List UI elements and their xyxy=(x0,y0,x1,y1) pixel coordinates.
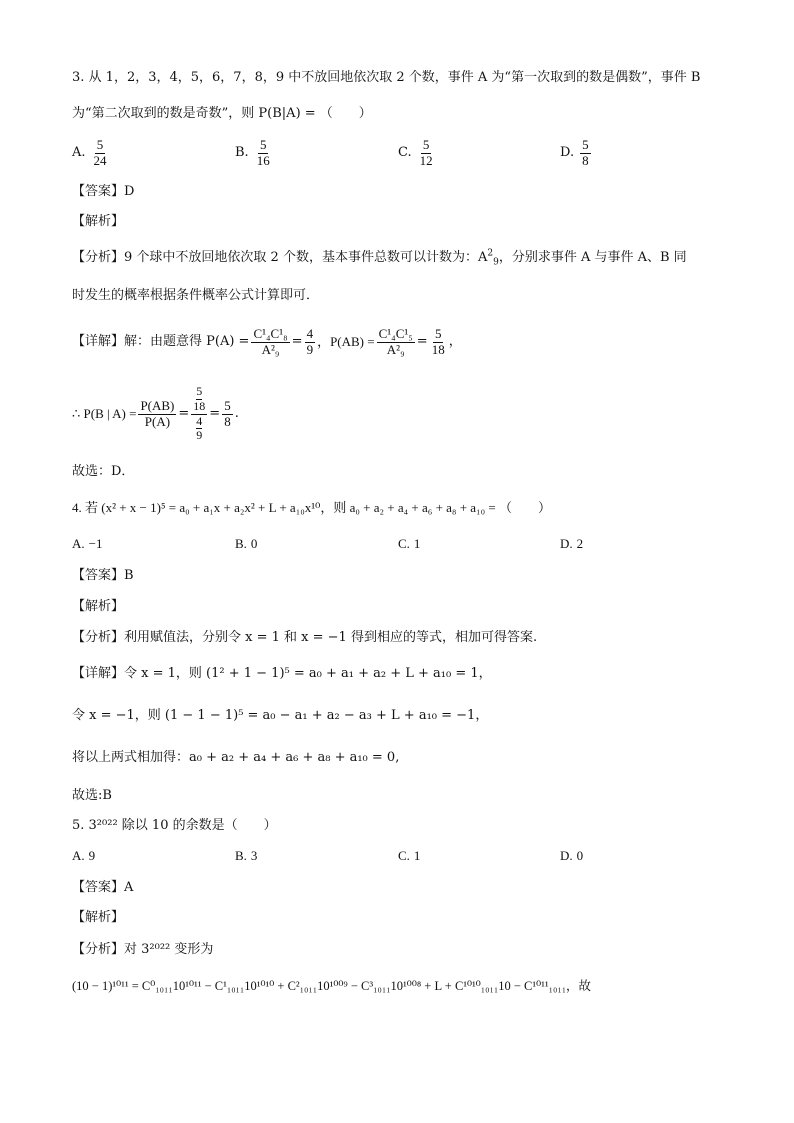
q4-detail-line2: 令 x = −1，则 (1 − 1 − 1)⁵ = a₀ − a₁ + a₂ − a₃ + L + a₁₀ = −1， xyxy=(72,708,489,723)
q3-detail-line2: ∴ P(B | A) = $\frac{P(AB)}{P(A)}$ = 5 18 4 9 = $\frac{5}{8}$ . xyxy=(72,383,239,443)
q3-detail-line1: 【详解】 解：由题意得 P(A) = $\frac{\text{C¹₄C¹₈}}{\text{A²₉}}$ = $\frac{4}{9}$ ，P(AB) = $\frac{\text{C¹₄C¹₅}}{\text{A²₉}}$ = $\frac{5}{18}$ ， xyxy=(72,325,462,357)
q3-options xyxy=(72,138,722,178)
q3-answer: 【答案】D xyxy=(72,184,135,199)
q5-stem: 5. 3²⁰²² 除以 10 的余数是（ ） xyxy=(72,818,277,833)
q5-fenxi: 【分析】对 3²⁰²² 变形为 xyxy=(72,942,214,957)
q4-option-c: C. 1 xyxy=(398,536,421,551)
q5-option-a: A. 9 xyxy=(72,848,96,863)
q3-option-c: C. $\frac{5}{12}$ xyxy=(398,137,433,168)
q4-conclusion: 故选:B xyxy=(72,788,112,803)
q4-option-a: A. −1 xyxy=(72,536,103,551)
q5-option-b: B. 3 xyxy=(235,848,258,863)
q4-fenxi: 【分析】利用赋值法，分别令 x = 1 和 x = −1 得到相应的等式，相加可得答案. xyxy=(72,630,538,645)
q3-option-b: B. $\frac{5}{16}$ xyxy=(235,137,270,168)
q4-answer: 【答案】B xyxy=(72,568,134,583)
q5-answer: 【答案】A xyxy=(72,880,134,895)
q5-options xyxy=(72,846,722,866)
q5-option-c: C. 1 xyxy=(398,848,421,863)
q3-option-d: D. $\frac{5}{8}$ xyxy=(560,137,589,168)
q5-option-d: D. 0 xyxy=(560,848,584,863)
q5-formula: (10 − 1)¹⁰¹¹ = C⁰₁₀₁₁10¹⁰¹¹ − C¹₁₀₁₁10¹⁰¹⁰ + C²₁₀₁₁10¹⁰⁰⁹ − C³₁₀₁₁10¹⁰⁰⁸ + L + C¹⁰¹⁰₁₀₁₁10 − C¹⁰¹¹₁₀₁₁，故 xyxy=(72,979,592,993)
q3-analysis-heading: 【解析】 xyxy=(72,214,125,229)
q4-option-b: B. 0 xyxy=(235,536,258,551)
q3-stem-line2: 为“第二次取到的数是奇数”，则 P(B|A) = （ ） xyxy=(72,106,372,121)
q4-detail-line3: 将以上两式相加得：a₀ + a₂ + a₄ + a₆ + a₈ + a₁₀ = 0, xyxy=(72,750,400,765)
q4-analysis-heading: 【解析】 xyxy=(72,599,125,614)
q3-stem-line1: 3. 从 1，2，3，4，5，6，7，8，9 中不放回地依次取 2 个数，事件 A 为“第一次取到的数是偶数”，事件 B xyxy=(72,70,701,85)
q3-fenxi-line2: 时发生的概率根据条件概率公式计算即可． xyxy=(72,288,320,303)
q4-options xyxy=(72,534,722,554)
q3-conclusion: 故选：D． xyxy=(72,464,135,479)
q5-analysis-heading: 【解析】 xyxy=(72,910,125,925)
q4-stem: 4. 若 (x² + x − 1)⁵ = a₀ + a₁x + a₂x² + L + a₁₀x¹⁰，则 a₀ + a₂ + a₄ + a₆ + a₈ + a₁₀ = （ ） xyxy=(72,500,551,515)
q3-option-a: A. $\frac{5}{24}$ xyxy=(72,137,107,168)
q4-detail-line1: 【详解】令 x = 1，则 (1² + 1 − 1)⁵ = a₀ + a₁ + a₂ + L + a₁₀ = 1， xyxy=(72,666,492,681)
q3-fenxi-line1: 【分析】9 个球中不放回地依次取 2 个数，基本事件总数可以计数为：$A^2_9$，分别求事件 A 与事件 A、B 同 xyxy=(72,248,687,268)
q4-option-d: D. 2 xyxy=(560,536,584,551)
